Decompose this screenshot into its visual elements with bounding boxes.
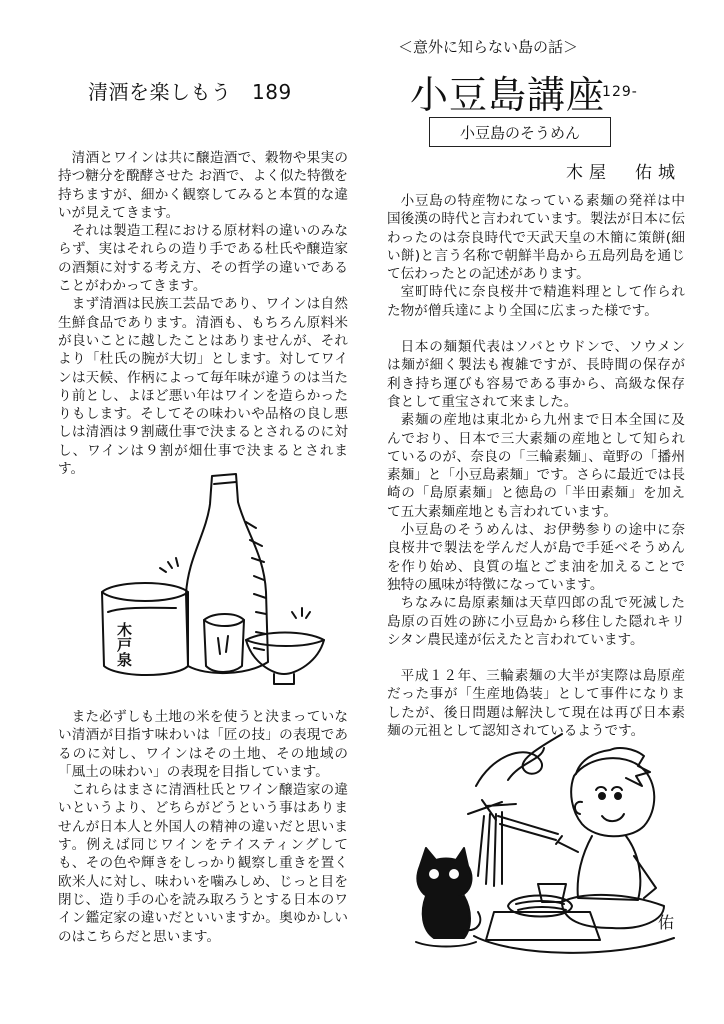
right-series-kicker: ＜意外に知らない島の話＞ [398, 38, 579, 56]
left-paragraph: まず清酒は民族工芸品であり、ワインは自然生鮮食品であります。清酒も、もちろん原料米が良いことに越したことはありませんが、それより「杜氏の腕が大切」とします。対してワインは天候、作柄によって毎年味が違うのは当たり前とし、よほど悪い年はワインを造らかったりもします。そしてその味わいや品格の良し悪しは清酒は９割蔵仕事で決まるとされるのに対し、ワインは９割が畑仕事で決まるとされます。 [58, 296, 348, 478]
article-subtitle: 小豆島のそうめん [429, 117, 611, 147]
right-issue-number: -129- [596, 84, 638, 100]
right-paragraph: 小豆島の特産物になっている素麺の発祥は中国後漢の時代と言われています。製法が日本に伝わったのは奈良時代で天武天皇の木簡に策餅(細い餅)と言う名称で朝鮮半島から五島列島を通じて伝わったとの記述があります。 [387, 193, 685, 283]
left-column-title: 清酒を楽しもう 189 [88, 80, 292, 104]
sake-bottle-and-cups-illustration [96, 462, 346, 690]
artist-signature: 佑 [658, 913, 675, 932]
left-article-body-bottom [58, 708, 348, 946]
right-paragraph: ちなみに島原素麺は天草四郎の乱で死滅した島原の百姓の跡に小豆島から移住した隠れキリシタン農民達が伝えたと言われています。 [387, 595, 685, 648]
left-paragraph: 清酒とワインは共に醸造酒で、穀物や果実の持つ糖分を醗酵させた お酒で、よく似た特徴を持ちますが、細かく観察してみると本質的な違いが見えてきます。 [58, 150, 348, 221]
right-paragraph: 素麺の産地は東北から九州まで日本全国に及んでおり、日本で三大素麺の産地として知られているのが、奈良の「三輪素麺」、竜野の「播州素麺」と「小豆島素麺」です。さらに最近では長崎の「島原素麺」と徳島の「半田素麺」を加えて五大素麺産地とも言われています。 [387, 412, 685, 520]
boy-eating-somen-illustration [412, 716, 680, 966]
right-paragraph: 小豆島のそうめんは、お伊勢参りの途中に奈良桜井で製法を学んだ人が島で手延べそうめんを作り始め、良質の塩とごま油を加えることで独特の風味が特徴になっています。 [387, 522, 685, 593]
left-paragraph: それは製造工程における原材料の違いのみならず、実はそれらの造り手である杜氏や醸造家の酒類に対する考え方、その哲学の違いであることがわかってきます。 [58, 223, 348, 295]
right-column-title: 小豆島講座 [410, 73, 606, 117]
left-paragraph: これらはまさに清酒杜氏とワイン醸造家の違いというより、どちらがどうという事はありませんが日本人と外国人の精神の違いだと思います。例えば同じワインをテイスティングしても、その色や輝きをしっかり観察し重きを置く欧米人に対し、味わいを噛みしめ、じっと目を閉じ、造り手の心を読み取ろうとする日本のワイン鑑定家の違いだといいますか。奥ゆかしいのはこちらだと思います。 [58, 782, 348, 945]
right-paragraph: 日本の麺類代表はソバとウドンで、ソウメンは麺が細く製法も複雑ですが、長時間の保存が利き持ち運びも容易である事から、高級な保存食として重宝されて来ました。 [387, 339, 685, 410]
left-article-body-top [58, 149, 348, 478]
right-paragraph: 室町時代に奈良桜井で精進料理として作られた物が僧兵達により全国に広まった様です。 [387, 284, 685, 319]
right-paragraph: 平成１２年、三輪素麺の大半が実際は島原産だった事が「生産地偽装」として事件になりましたが、後日問題は解決して現在は再び日本素麺の元祖として認知されているようです。 [387, 668, 685, 740]
author-name: 木屋 佑城 [566, 163, 681, 183]
sake-brand-label: 木戸泉 [115, 622, 133, 667]
right-article-body [387, 192, 685, 740]
left-paragraph: また必ずしも土地の米を使うと決まっていない清酒が目指す味わいは「匠の技」の表現であるのに対し、ワインはその土地、その地域の「風土の味わい」の表現を目指しています。 [58, 709, 348, 780]
